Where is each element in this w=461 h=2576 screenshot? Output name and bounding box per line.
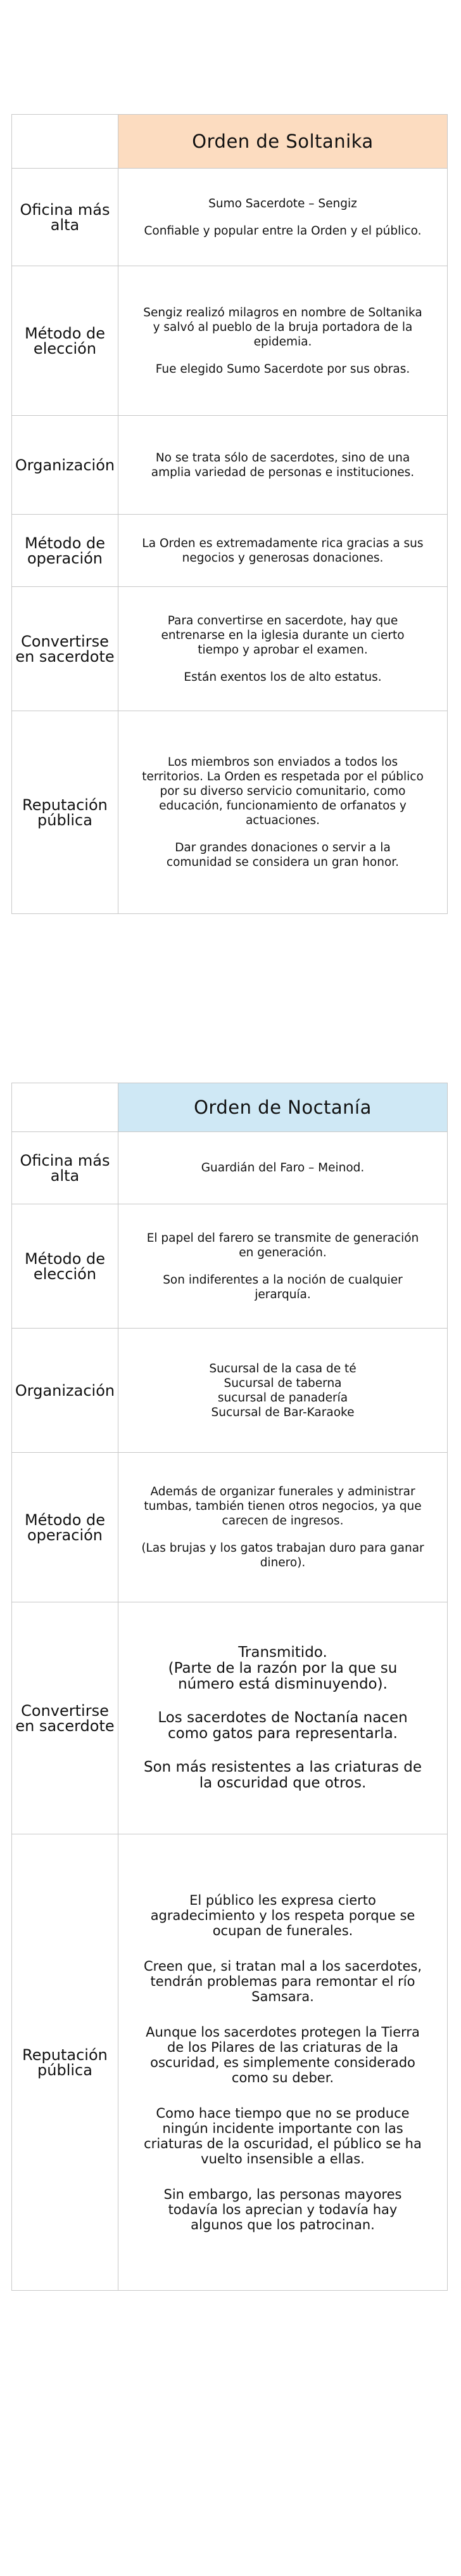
row-text: Están exentos los de alto estatus.	[184, 670, 382, 684]
table-row	[12, 587, 448, 711]
row-text: Los sacerdotes de Noctanía nacen como gatos para representarla.	[158, 1710, 408, 1742]
row-label: Organización	[12, 1329, 118, 1453]
row-text: El público les expresa cierto agradecimiento y los respeta porque se ocupan de funerales.	[150, 1892, 415, 1938]
row-text: Creen que, si tratan mal a los sacerdotes, tendrán problemas para remontar el río Samsara.	[143, 1958, 422, 2004]
row-text: Sucursal de la casa de té Sucursal de taberna sucursal de panadería Sucursal de Bar-Karaoke	[209, 1362, 357, 1419]
row-text: Sengiz realizó milagros en nombre de Soltanika y salvó al pueblo de la bruja portadora de la epidemia.	[143, 306, 422, 349]
row-label: Organización	[12, 416, 118, 515]
row-text: Fue elegido Sumo Sacerdote por sus obras.	[155, 362, 410, 376]
row-text: Son más resistentes a las criaturas de la oscuridad que otros.	[144, 1759, 422, 1791]
table-title: Orden de Noctanía	[118, 1083, 448, 1132]
row-value	[118, 587, 448, 711]
table-orden-soltanika	[11, 114, 448, 914]
table-row	[12, 416, 448, 515]
table-row	[12, 266, 448, 416]
row-text: Sin embargo, las personas mayores todavía los aprecian y todavía hay algunos que los patrocinan.	[163, 2186, 402, 2232]
table-row	[12, 1834, 448, 2291]
row-text: El papel del farero se transmite de generación en generación.	[146, 1231, 419, 1259]
row-text: Aunque los sacerdotes protegen la Tierra de los Pilares de las criaturas de la oscuridad, es simplemente considerado como su deber.	[146, 2024, 420, 2085]
table-title: Orden de Soltanika	[118, 115, 448, 169]
row-text: Como hace tiempo que no se produce ningún incidente importante con las criaturas de la oscuridad, el público se ha vuelto insensible a ellas.	[144, 2105, 422, 2167]
row-value	[118, 169, 448, 266]
row-text: (Las brujas y los gatos trabajan duro para ganar dinero).	[141, 1542, 424, 1569]
row-value	[118, 1132, 448, 1204]
table-row	[12, 1329, 448, 1453]
row-text: Los miembros son enviados a todos los territorios. La Orden es respetada por el público por su diverso servicio comunitario, como educación, funcionamiento de orfanatos y actuaciones.	[142, 756, 424, 827]
row-text: Además de organizar funerales y administrar tumbas, también tienen otros negocios, ya que carecen de ingresos.	[144, 1485, 422, 1528]
row-value	[118, 1329, 448, 1453]
row-text: Transmitido. (Parte de la razón por la que su número está disminuyendo).	[168, 1644, 398, 1692]
row-value	[118, 416, 448, 515]
row-label: Método de elección	[12, 266, 118, 416]
table-corner	[12, 1083, 118, 1132]
table-row	[12, 711, 448, 914]
row-label: Oficina más alta	[12, 1132, 118, 1204]
table-row	[12, 169, 448, 266]
row-text: Para convertirse en sacerdote, hay que entrenarse en la iglesia durante un cierto tiempo y aprobar el examen.	[161, 614, 405, 657]
table-row	[12, 1132, 448, 1204]
row-label: Reputación pública	[12, 711, 118, 914]
row-label: Convertirse en sacerdote	[12, 1602, 118, 1834]
table-row	[12, 1453, 448, 1602]
row-text: No se trata sólo de sacerdotes, sino de una amplia variedad de personas e instituciones.	[151, 451, 415, 479]
row-label: Reputación pública	[12, 1834, 118, 2291]
table-row	[12, 515, 448, 587]
row-text: La Orden es extremadamente rica gracias a sus negocios y generosas donaciones.	[142, 536, 424, 565]
table-orden-noctania	[11, 1083, 448, 2291]
row-value	[118, 1453, 448, 1602]
table-row	[12, 1602, 448, 1834]
row-text: Confiable y popular entre la Orden y el público.	[144, 224, 422, 238]
row-value	[118, 711, 448, 914]
row-label: Método de operación	[12, 1453, 118, 1602]
row-label: Método de operación	[12, 515, 118, 587]
row-label: Método de elección	[12, 1204, 118, 1329]
row-value	[118, 1602, 448, 1834]
row-label: Convertirse en sacerdote	[12, 587, 118, 711]
row-text: Guardián del Faro – Meinod.	[201, 1161, 365, 1175]
row-value	[118, 266, 448, 416]
table-corner	[12, 115, 118, 169]
row-text: Sumo Sacerdote – Sengiz	[208, 196, 357, 210]
table-row	[12, 1204, 448, 1329]
row-label: Oficina más alta	[12, 169, 118, 266]
row-value	[118, 1204, 448, 1329]
row-text: Dar grandes donaciones o servir a la comunidad se considera un gran honor.	[166, 841, 400, 869]
row-text: Son indiferentes a la noción de cualquier jerarquía.	[163, 1273, 403, 1301]
row-value	[118, 515, 448, 587]
row-value	[118, 1834, 448, 2291]
